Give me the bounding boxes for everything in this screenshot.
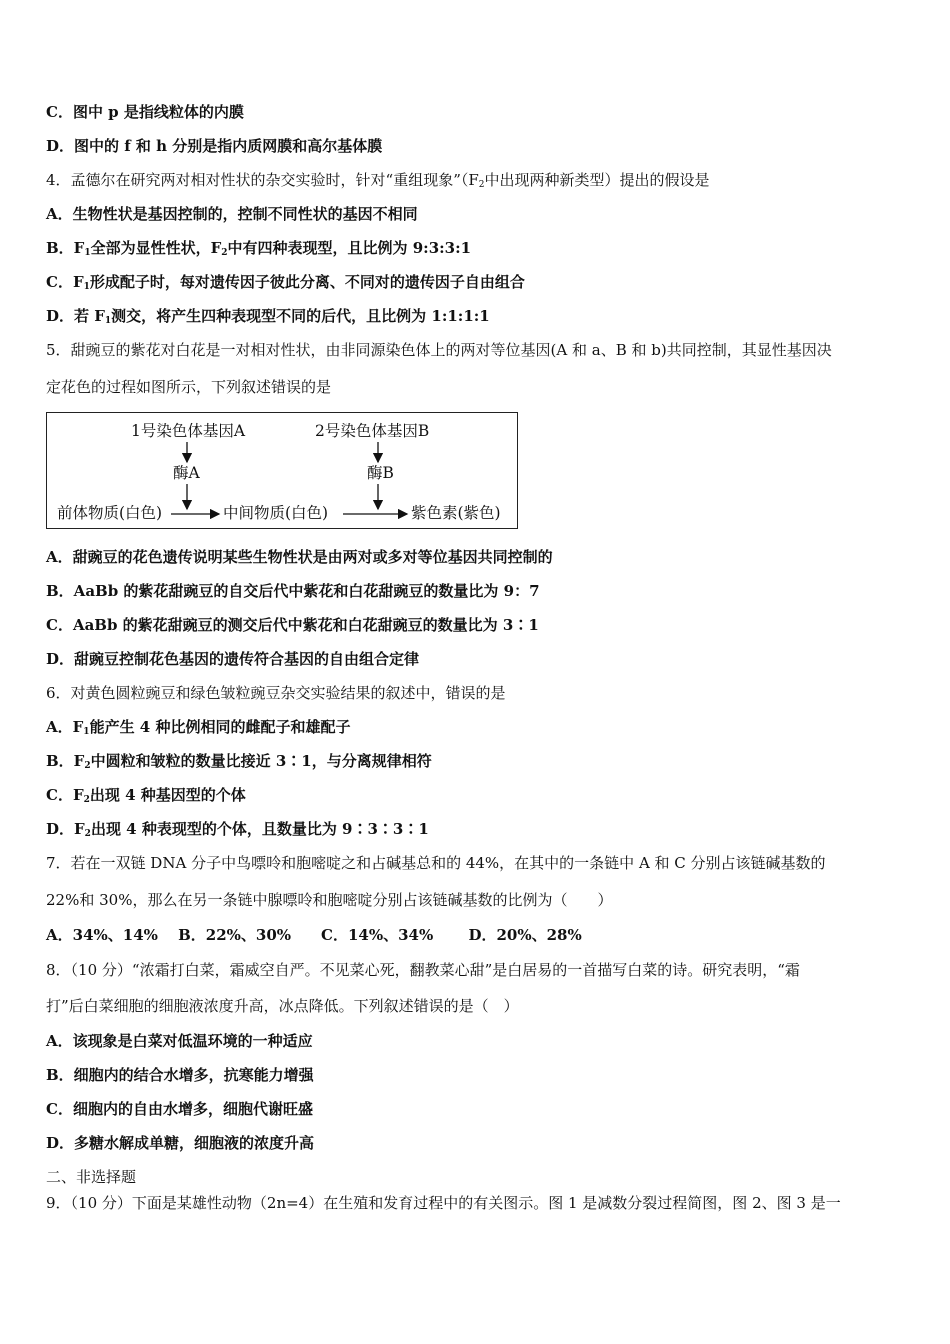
q3-option-c: C．图中 p 是指线粒体的内膜 [46,103,244,121]
q6-stem: 6．对黄色圆粒豌豆和绿色皱粒豌豆杂交实验结果的叙述中，错误的是 [46,684,506,702]
q9-stem: 9．（10 分）下面是某雄性动物（2n=4）在生殖和发育过程中的有关图示。图 1 是减数分裂过程简图，图 2、图 3 是一 [46,1194,841,1212]
enzyme-a-label: 酶A [173,464,200,482]
q7-stem-line2: 22%和 30%，那么在另一条链中腺嘌呤和胞嘧啶分别占该链碱基数的比例为（ ） [46,891,613,909]
q4-option-a: A．生物性状是基因控制的，控制不同性状的基因不相同 [46,205,418,223]
q4-stem: 4．孟德尔在研究两对相对性状的杂交实验时，针对“重组现象$”(F_2$中出现两种新类型）提出的假设是 [46,171,710,190]
q5-option-a: A．甜豌豆的花色遗传说明某些生物性状是由两对或多对等位基因共同控制的 [46,548,553,566]
q5-pathway-diagram [46,412,518,529]
q3-option-d: D．图中的 f 和 h 分别是指内质网膜和高尔基体膜 [46,137,383,155]
q8-option-d: D．多糖水解成单糖，细胞液的浓度升高 [46,1134,315,1152]
gene-b-label: 2号染色体基因B [315,422,430,440]
q7-stem-line1: 7．若在一双链 DNA 分子中鸟嘌呤和胞嘧啶之和占碱基总和的 44%，在其中的一条链中 A 和 C 分别占该链碱基数的 [46,854,826,872]
q8-stem-line2: 打”后白菜细胞的细胞液浓度升高，冰点降低。下列叙述错误的是（ ） [46,997,519,1015]
pathway-arrows [47,413,519,530]
intermediate-substance-label: 中间物质(白色) [223,504,329,522]
q6-option-a: A．$F_1$能产生 4 种比例相同的雌配子和雄配子 [46,718,351,737]
q7-options: A．34%、14% B．22%、30% C．14%、34% D．20%、28% [46,926,582,944]
q4-option-b: B．$F_1$全部为显性性状，$F_2$中有四种表现型，且比例为 9:3:3:1 [46,239,472,258]
q8-option-a: A．该现象是白菜对低温环境的一种适应 [46,1032,313,1050]
gene-a-label: 1号染色体基因A [131,422,246,440]
section-heading: 二、非选择题 [46,1168,137,1186]
q4-option-c: C．$F_1$形成配子时，每对遗传因子彼此分离、不同对的遗传因子自由组合 [46,273,525,292]
precursor-substance-label: 前体物质(白色) [57,504,163,522]
q6-option-c: C．$F_2$出现 4 种基因型的个体 [46,786,246,805]
q8-stem-line1: 8．（10 分）“浓霜打白菜，霜威空自严。不见菜心死，翻教菜心甜”是白居易的一首描写白菜的诗。研究表明，“霜 [46,961,800,979]
q5-option-b: B．AaBb 的紫花甜豌豆的自交后代中紫花和白花甜豌豆的数量比为 9：7 [46,582,540,600]
q8-option-b: B．细胞内的结合水增多，抗寒能力增强 [46,1066,314,1084]
q5-option-d: D．甜豌豆控制花色基因的遗传符合基因的自由组合定律 [46,650,420,668]
q5-stem-line2: 定花色的过程如图所示，下列叙述错误的是 [46,378,332,396]
q6-option-d: D．$F_2$出现 4 种表现型的个体，且数量比为 9∶3∶3∶1 [46,820,429,839]
purple-pigment-label: 紫色素(紫色) [411,504,501,522]
q8-option-c: C．细胞内的自由水增多，细胞代谢旺盛 [46,1100,313,1118]
q6-option-b: B．$F_2$中圆粒和皱粒的数量比接近 3∶1，与分离规律相符 [46,752,432,771]
q5-option-c: C．AaBb 的紫花甜豌豆的测交后代中紫花和白花甜豌豆的数量比为 3∶1 [46,616,539,634]
enzyme-b-label: 酶B [367,464,394,482]
q5-stem-line1: 5．甜豌豆的紫花对白花是一对相对性状，由非同源染色体上的两对等位基因(A 和 a、B 和 b)共同控制，其显性基因决 [46,341,832,359]
q4-option-d: D．若 $F_1$测交，将产生四种表现型不同的后代，且比例为 1:1:1:1 [46,307,490,326]
